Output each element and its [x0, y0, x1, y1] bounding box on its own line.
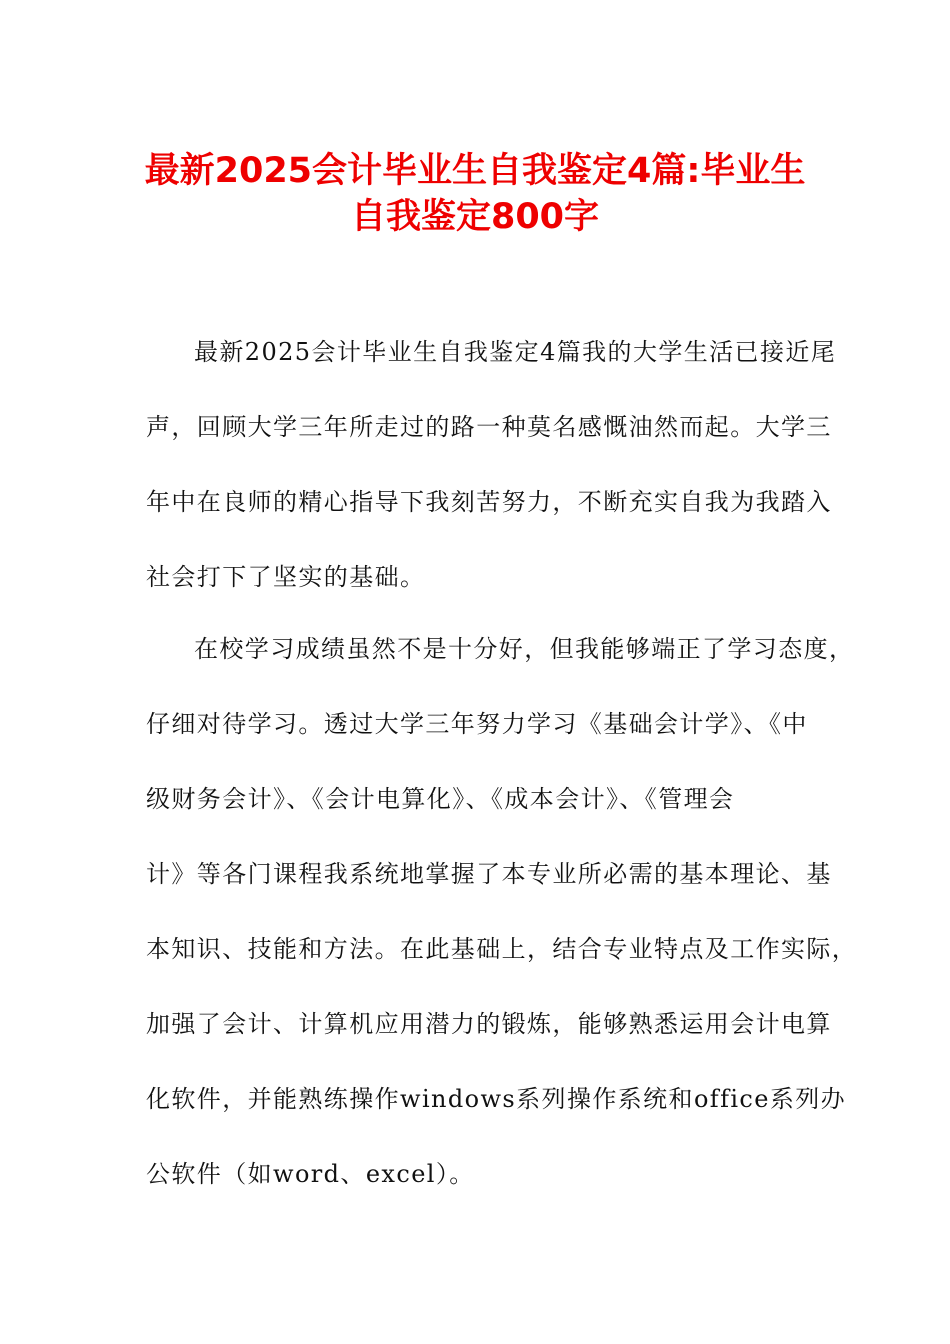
- paragraph-2-line-6: 加强了会计、计算机应用潜力的锻炼，能够熟悉运用会计电算: [146, 1010, 832, 1038]
- paragraph-2-line-2: 仔细对待学习。透过大学三年努力学习《基础会计学》、《中: [146, 710, 808, 738]
- paragraph-2-line-1: 在校学习成绩虽然不是十分好，但我能够端正了学习态度，: [194, 635, 855, 663]
- paragraph-2-line-7: 化软件，并能熟练操作windows系列操作系统和office系列办: [146, 1085, 847, 1113]
- paragraph-1-line-1: 最新2025会计毕业生自我鉴定4篇我的大学生活已接近尾: [194, 338, 837, 366]
- paragraph-1-line-2: 声，回顾大学三年所走过的路一种莫名感慨油然而起。大学三: [146, 413, 832, 441]
- document-title-line-1: 最新2025会计毕业生自我鉴定4篇:毕业生: [144, 151, 806, 191]
- paragraph-2-line-3: 级财务会计》、《会计电算化》、《成本会计》、《管理会: [146, 785, 735, 813]
- paragraph-1-line-3: 年中在良师的精心指导下我刻苦努力，不断充实自我为我踏入: [146, 488, 832, 516]
- document-title-line-2: 自我鉴定800字: [350, 197, 600, 237]
- paragraph-2-line-5: 本知识、技能和方法。在此基础上，结合专业特点及工作实际，: [146, 935, 858, 963]
- paragraph-2-line-8: 公软件（如word、excel）。: [146, 1160, 475, 1188]
- paragraph-2-line-4: 计》等各门课程我系统地掌握了本专业所必需的基本理论、基: [146, 860, 832, 888]
- paragraph-1-line-4: 社会打下了坚实的基础。: [146, 563, 426, 591]
